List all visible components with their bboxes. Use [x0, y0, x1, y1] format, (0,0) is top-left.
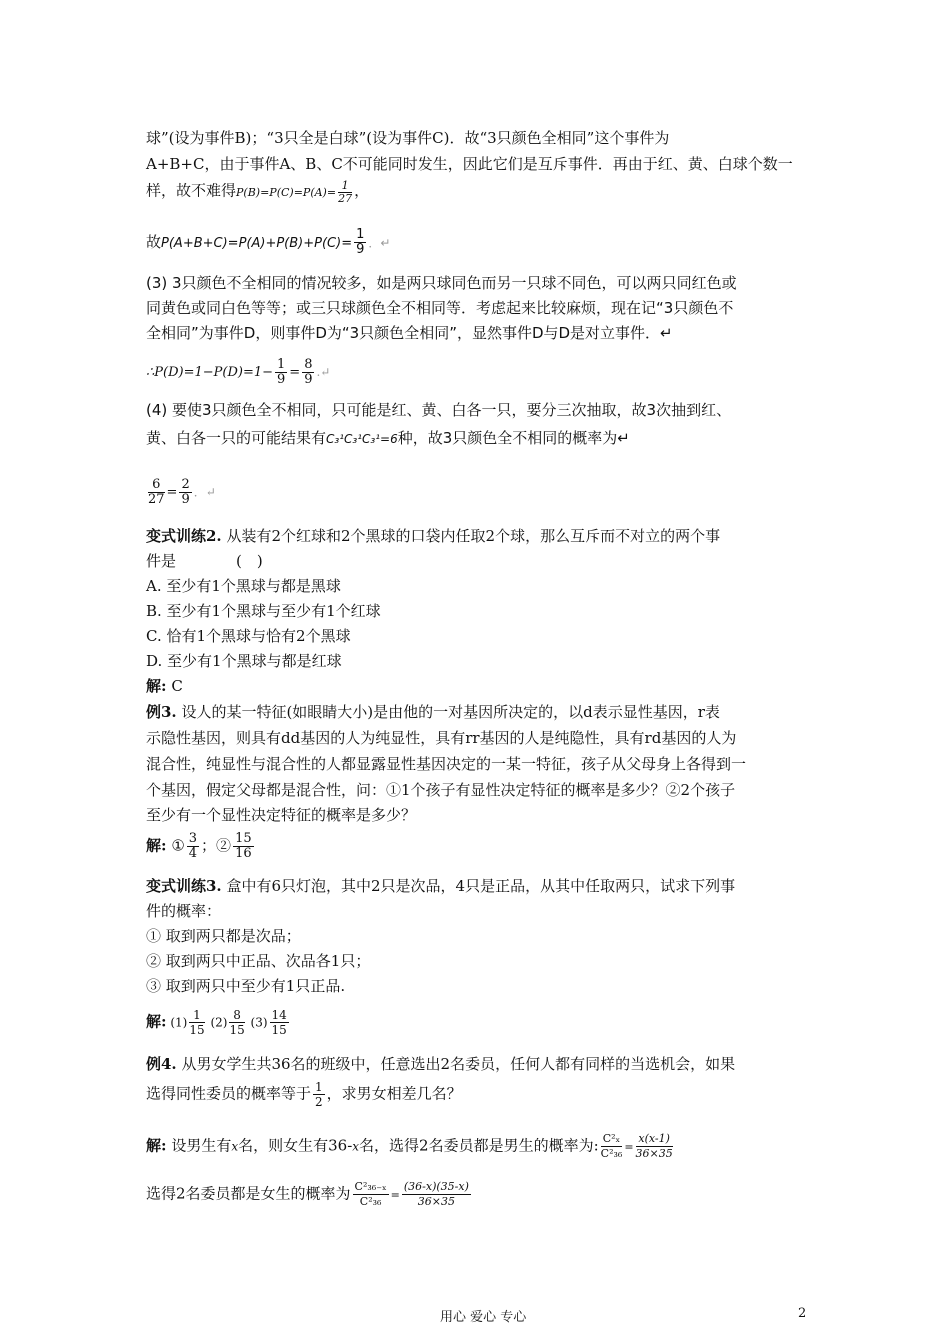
page-footer: 用心 爱心 专心 — [440, 1310, 527, 1325]
text-line: 例4. 从男女学生共36名的班级中，任意选出2名委员，任何人都有同样的当选机会，如果 — [146, 1055, 736, 1073]
text-line: 选得同性委员的概率等于 $\frac{1}{2}$ ，求男女相差几名？ — [146, 1080, 462, 1109]
text-line: (4) 要使3只颜色全不相同，只可能是红、黄、白各一只，要分三次抽取，故3次抽到红、 — [146, 401, 732, 419]
text-line: 球”(设为事件B)；“3只全是白球”(设为事件C)．故“3只颜色全相同”这个事件为 — [146, 129, 670, 147]
formula-line: $\frac{6}{27}$ = $\frac{2}{9}$ ．↵ — [148, 477, 216, 507]
text-line: 件是 ( ) — [146, 552, 263, 570]
section-label: 变式训练2. — [146, 527, 222, 545]
answer-line: 解: ① $\frac{3}{4}$ ；② $\frac{15}{16}$ — [146, 831, 252, 861]
text-line: A+B+C，由于事件A、B、C不可能同时发生，因此它们是互斥事件．再由于红、黄、白球个数一 — [146, 155, 793, 173]
answer-line: 解: (1) $\frac{1}{15}$ (2) $\frac{8}{15}$ (3) $\frac{14}{15}$ — [146, 1008, 287, 1037]
text-line: 变式训练2. 从装有2个红球和2个黑球的口袋内任取2个球，那么互斥而不对立的两个事 — [146, 527, 721, 545]
section-label: 变式训练3. — [146, 877, 222, 895]
text-line: 变式训练3. 盒中有6只灯泡，其中2只是次品，4只是正品，从其中任取两只，试求下列事 — [146, 877, 736, 895]
text-line: 例3. 设人的某一特征(如眼睛大小)是由他的一对基因所决定的，以d表示显性基因，r表 — [146, 703, 720, 721]
list-item: ② 取到两只中正品、次品各1只； — [146, 952, 371, 970]
formula-line: ∴P(D)=1−P(D)=1− $\frac{1}{9}$ = $\frac{8}{9}$ .↵ — [146, 357, 331, 387]
list-item: ① 取到两只都是次品； — [146, 927, 301, 945]
text-line: 黄、白各一只的可能结果有C₃¹C₃¹C₃¹=6种，故3只颜色全不相同的概率为↵ — [146, 429, 630, 447]
formula: P(B)=P(C)=P(A)= $\frac{1}{27}$ — [236, 179, 353, 205]
option-a: A. 至少有1个黑球与都是黑球 — [146, 577, 341, 595]
option-c: C. 恰有1个黑球与恰有2个黑球 — [146, 627, 351, 645]
section-label: 例4. — [146, 1055, 177, 1073]
text-line: 混合性，纯显性与混合性的人都显露显性基因决定的一某一特征，孩子从父母身上各得到一 — [146, 755, 747, 773]
formula-line: 故P(A+B+C)=P(A)+P(B)+P(C)= $\frac{1}{9}$ ．↵ — [146, 227, 391, 257]
text-line: 示隐性基因，则具有dd基因的人为纯显性，具有rr基因的人是纯隐性，具有rd基因的人为 — [146, 729, 737, 747]
text-line: 选得2名委员都是女生的概率为 $\frac{\text{C²₃₆₋ₓ}}{\text{C²₃₆}}$ = $\frac{(36-x)(35-x)}{36\times 35}$ — [146, 1180, 469, 1208]
text-line: 样，故不难得P(B)=P(C)=P(A)= $\frac{1}{27}$ ， — [146, 179, 370, 205]
text-line: (3) 3只颜色不全相同的情况较多，如是两只球同色而另一只球不同色，可以两只同红色或 — [146, 274, 737, 292]
text-line: 至少有一个显性决定特征的概率是多少？ — [146, 806, 417, 824]
option-b: B. 至少有1个黑球与至少有1个红球 — [146, 602, 381, 620]
answer-line: 解: 设男生有x名，则女生有36-x名，选得2名委员都是男生的概率为: $\frac{\text{C²ₓ}}{\text{C²₃₆}}$ = $\frac{x(x-1)}{36\times 35}$ — [146, 1132, 673, 1160]
option-d: D. 至少有1个黑球与都是红球 — [146, 652, 342, 670]
page-number: 2 — [798, 1306, 807, 1321]
text-line: 个基因，假定父母都是混合性，问：①1个孩子有显性决定特征的概率是多少？②2个孩子 — [146, 781, 736, 799]
text-line: 件的概率： — [146, 902, 222, 920]
answer-line: 解: C — [146, 677, 183, 695]
text-line: 全相同”为事件D，则事件D为“3只颜色全相同”，显然事件D与D是对立事件．↵ — [146, 324, 673, 342]
section-label: 例3. — [146, 703, 177, 721]
list-item: ③ 取到两只中至少有1只正品. — [146, 977, 346, 995]
text-line: 同黄色或同白色等等；或三只球颜色全不相同等．考虑起来比较麻烦，现在记“3只颜色不 — [146, 299, 734, 317]
